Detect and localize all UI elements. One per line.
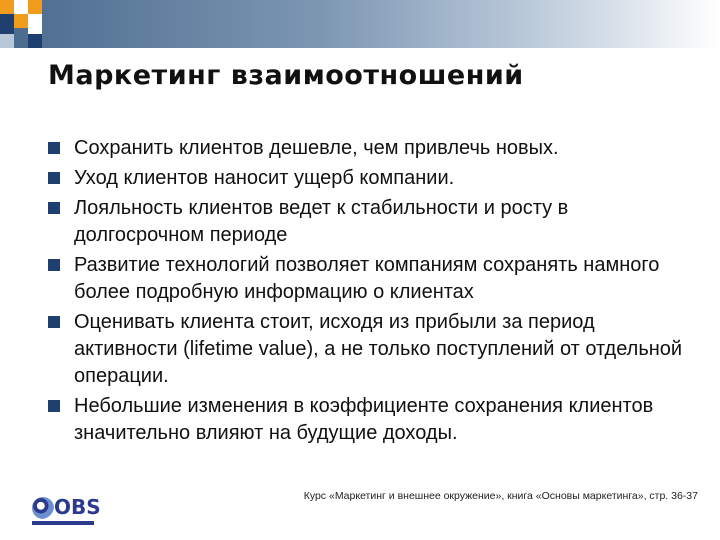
list-item [48, 252, 688, 306]
square-bullet-icon [48, 172, 60, 184]
header-band [0, 0, 720, 48]
bullet-text: Сохранить клиентов дешевле, чем привлечь новых. [74, 137, 559, 159]
square-bullet-icon [48, 202, 60, 214]
bullet-list [48, 135, 688, 450]
list-item [48, 165, 688, 192]
list-item [48, 195, 688, 249]
bullet-text: Небольшие изменения в коэффициенте сохранения клиентов значительно влияют на будущие доходы. [74, 395, 654, 444]
list-item [48, 135, 688, 162]
list-item [48, 309, 688, 390]
bullet-text: Уход клиентов наносит ущерб компании. [74, 167, 455, 189]
list-item [48, 393, 688, 447]
obs-logo [32, 495, 101, 527]
square-bullet-icon [48, 142, 60, 154]
logo-text: OBS [54, 495, 101, 519]
square-bullet-icon [48, 400, 60, 412]
source-footer: Курс «Маркетинг и внешнее окружение», книга «Основы маркетинга», стр. 36-37 [303, 490, 698, 502]
square-bullet-icon [48, 259, 60, 271]
bullet-text: Оценивать клиента стоит, исходя из прибыли за период активности (lifetime value), а не только поступлений от отдельной операции. [74, 311, 683, 387]
logo-underline [32, 521, 94, 525]
bullet-text: Лояльность клиентов ведет к стабильности и росту в долгосрочном периоде [74, 197, 569, 246]
slide-title: Маркетинг взаимоотношений [48, 60, 524, 91]
square-bullet-icon [48, 316, 60, 328]
bullet-text: Развитие технологий позволяет компаниям сохранять намного более подробную информацию о клиентах [74, 254, 660, 303]
globe-icon [32, 497, 54, 519]
